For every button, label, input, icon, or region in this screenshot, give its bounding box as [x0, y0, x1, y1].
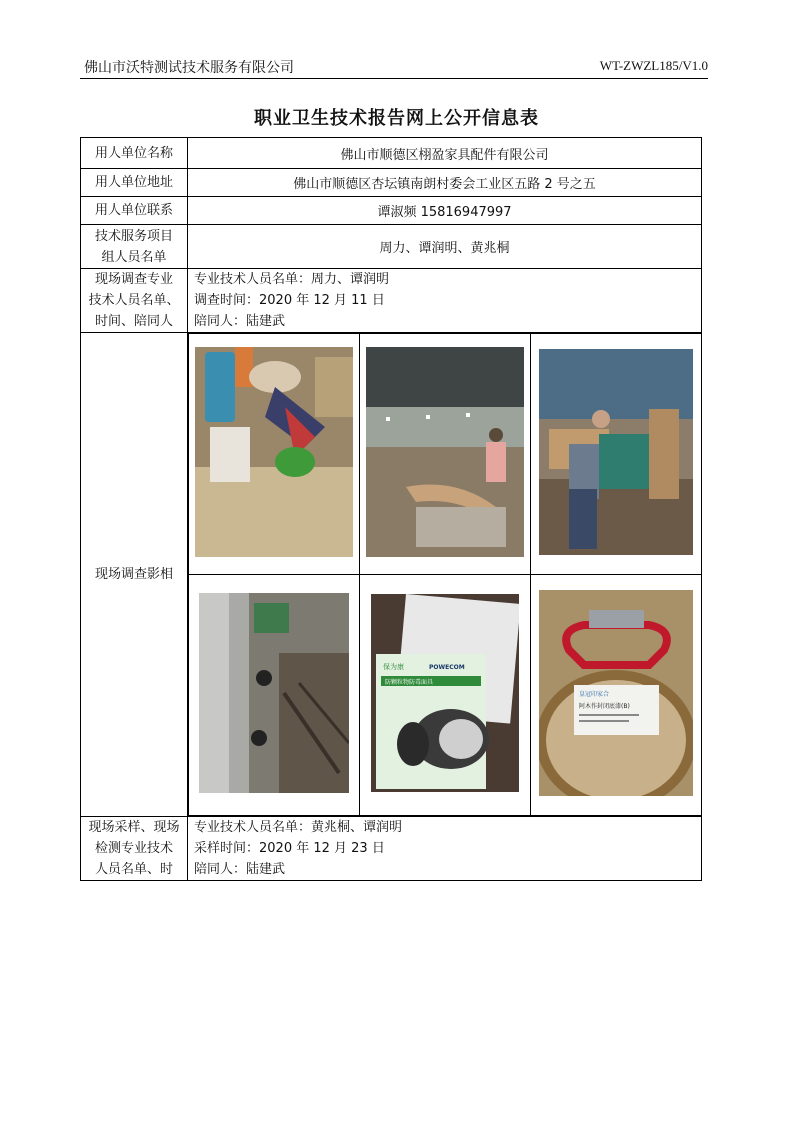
photo-cell — [189, 334, 360, 575]
sampling-date: 采样时间：2020 年 12 月 23 日 — [194, 841, 385, 856]
unit-address-label: 用人单位地址 — [81, 169, 188, 197]
can-label-brand: 皇冠印家合 — [578, 691, 609, 698]
survey-staff-label-line: 技术人员名单、 — [88, 293, 180, 308]
sampling-staff-value — [188, 817, 702, 881]
survey-photo-6 — [539, 590, 693, 796]
project-team-label-line: 组人员名单 — [101, 249, 167, 265]
sampling-staff-names: 专业技术人员名单：黄兆桐、谭润明 — [194, 820, 403, 835]
header-divider — [80, 78, 708, 79]
row-project-team — [81, 225, 702, 269]
document-code: WT-ZWZL185/V1.0 — [599, 58, 708, 73]
photo-cell — [189, 575, 360, 816]
unit-name-value: 佛山市顺德区栩盈家具配件有限公司 — [188, 138, 702, 169]
row-survey-staff — [81, 269, 702, 333]
survey-photo-4 — [199, 593, 349, 793]
sampling-staff-label-line: 人员名单、时 — [94, 862, 173, 877]
survey-photo-3 — [539, 349, 693, 555]
project-team-label-line: 技术服务项目 — [94, 228, 173, 244]
sampling-staff-label-line: 检测专业技术 — [94, 841, 173, 856]
photo-grid — [188, 333, 701, 816]
survey-escort: 陪同人：陆建武 — [194, 314, 286, 329]
unit-contact-label: 用人单位联系 — [81, 197, 188, 225]
can-label-title: 阿木作封闭底漆(B) — [578, 703, 630, 710]
mask-product: 防颗粒物防毒面具 — [384, 679, 433, 686]
survey-staff-value — [188, 269, 702, 333]
unit-name-label: 用人单位名称 — [81, 138, 188, 169]
survey-staff-names: 专业技术人员名单：周力、谭润明 — [194, 272, 390, 287]
sampling-staff-label — [81, 817, 188, 881]
unit-address-value: 佛山市顺德区杏坛镇南朗村委会工业区五路 2 号之五 — [188, 169, 702, 197]
row-sampling-staff — [81, 817, 702, 881]
survey-photo-1 — [195, 347, 353, 557]
info-table — [80, 137, 702, 881]
photo-grid-cell — [188, 333, 702, 817]
row-unit-contact — [81, 197, 702, 225]
sampling-staff-label-line: 现场采样、现场 — [88, 820, 180, 835]
project-team-label — [81, 225, 188, 269]
project-team-value: 周力、谭润明、黄兆桐 — [188, 225, 702, 269]
survey-photo-5 — [371, 594, 519, 792]
photo-cell — [359, 575, 530, 816]
sampling-escort: 陪同人：陆建武 — [194, 862, 286, 877]
company-name: 佛山市沃特测试技术服务有限公司 — [84, 60, 294, 76]
row-survey-photos — [81, 333, 702, 817]
page-title: 职业卫生技术报告网上公开信息表 — [254, 108, 539, 129]
survey-photos-label: 现场调查影相 — [81, 333, 188, 817]
survey-staff-label — [81, 269, 188, 333]
page-header — [80, 57, 708, 77]
unit-contact-value: 谭淑频 15816947997 — [188, 197, 702, 225]
row-unit-name — [81, 138, 702, 169]
survey-staff-label-line: 现场调查专业 — [94, 272, 173, 287]
row-unit-address — [81, 169, 702, 197]
photo-cell — [530, 575, 701, 816]
survey-photo-2 — [366, 347, 524, 557]
survey-date: 调查时间：2020 年 12 月 11 日 — [194, 293, 385, 308]
photo-cell — [530, 334, 701, 575]
mask-brand-cn: 保为康 — [382, 663, 404, 671]
mask-brand-en: POWECOM — [428, 664, 465, 671]
photo-cell — [359, 334, 530, 575]
survey-staff-label-line: 时间、陪同人 — [94, 314, 173, 329]
